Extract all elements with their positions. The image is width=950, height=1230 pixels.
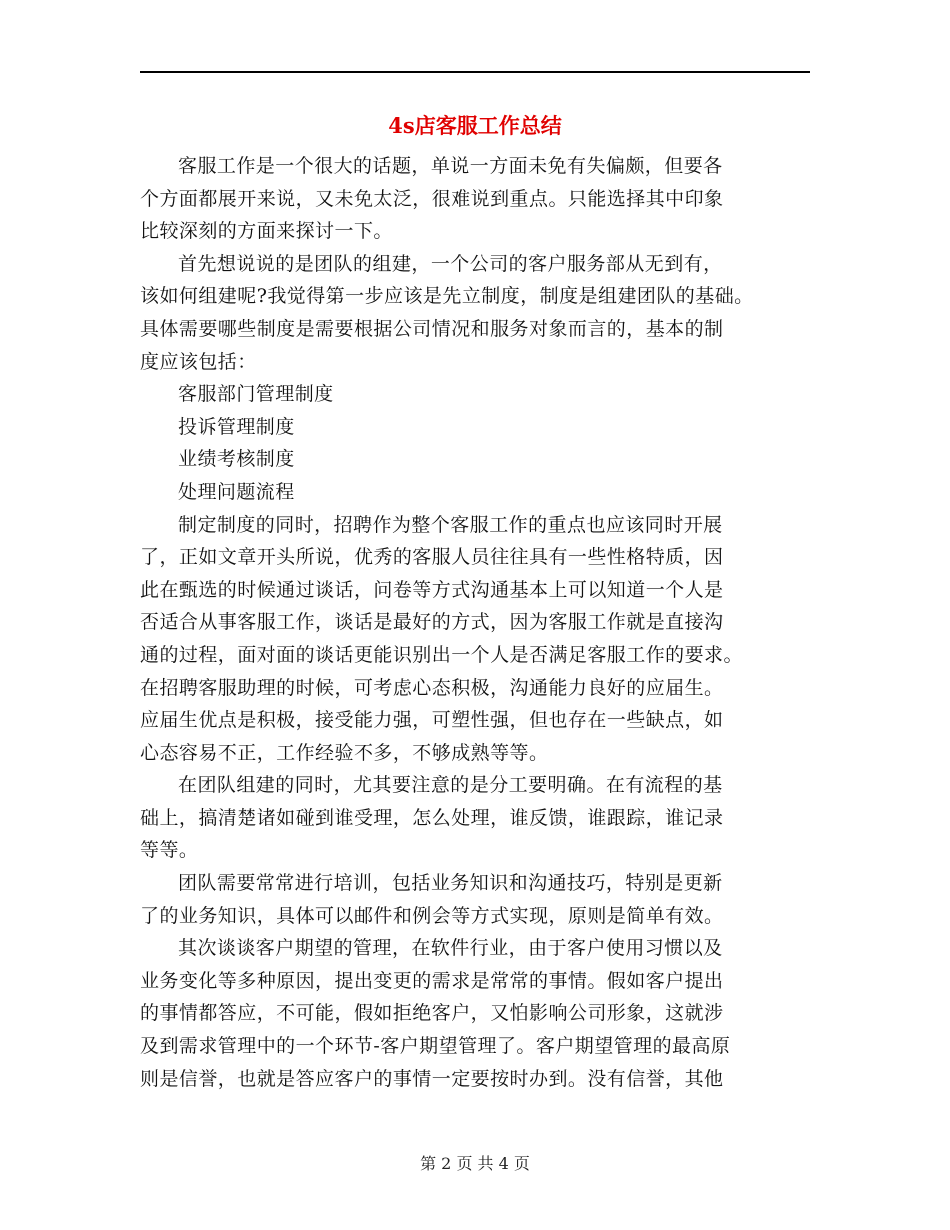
paragraph: 首先想说说的是团队的组建，一个公司的客户服务部从无到有， 该如何组建呢?我觉得第一步应该是先立制度，制度是组建团队的基础。 具体需要哪些制度是需要根据公司情况和服务对象而言的，基本的制 度应该包括： (140, 252, 754, 373)
page-number: 第 2 页 共 4 页 (420, 1154, 530, 1173)
paragraph: 制定制度的同时，招聘作为整个客服工作的重点也应该同时开展 了，正如文章开头所说，优秀的客服人员往往具有一些性格特质，因 此在甄选的时候通过谈话，问卷等方式沟通基本上可以知道一个人是 否适合从事客服工作，谈话是最好的方式，因为客服工作就是直接沟 通的过程，面对面的谈话更能识别出一个人是否满足客服工作的要求。 在招聘客服助理的时候，可考虑心态积极，沟通能力良好的应届生。 应届生优点是积极，接受能力强，可塑性强，但也存在一些缺点，如 心态容易不正，工作经验不多，不够成熟等等。 (140, 513, 743, 764)
paragraph: 在团队组建的同时，尤其要注意的是分工要明确。在有流程的基 础上，搞清楚诸如碰到谁受理，怎么处理，谁反馈，谁跟踪，谁记录 等等。 (140, 774, 724, 862)
paragraph: 其次谈谈客户期望的管理，在软件行业，由于客户使用习惯以及 业务变化等多种原因，提出变更的需求是常常的事情。假如客户提出 的事情都答应，不可能，假如拒绝客户，又怕影响公司形象，这就涉 及到需求管理中的一个环节-客户期望管理了。客户期望管理的最高原 则是信誉，也就是答应客户的事情一定要按时办到。没有信誉，其他 (140, 937, 731, 1090)
list-item: 处理问题流程 (178, 480, 295, 503)
document-title: 4s店客服工作总结 (388, 113, 562, 138)
paragraph: 团队需要常常进行培训，包括业务知识和沟通技巧，特别是更新 了的业务知识，具体可以邮件和例会等方式实现，原则是简单有效。 (140, 872, 724, 927)
list-item: 投诉管理制度 (178, 415, 295, 438)
list-item: 业绩考核制度 (178, 448, 295, 471)
paragraph: 客服工作是一个很大的话题，单说一方面未免有失偏颇，但要各 个方面都展开来说，又未免太泛，很难说到重点。只能选择其中印象 比较深刻的方面来探讨一下。 (140, 155, 724, 243)
list-item: 客服部门管理制度 (178, 383, 334, 406)
document-body (140, 150, 810, 1095)
header-rule (140, 71, 810, 73)
